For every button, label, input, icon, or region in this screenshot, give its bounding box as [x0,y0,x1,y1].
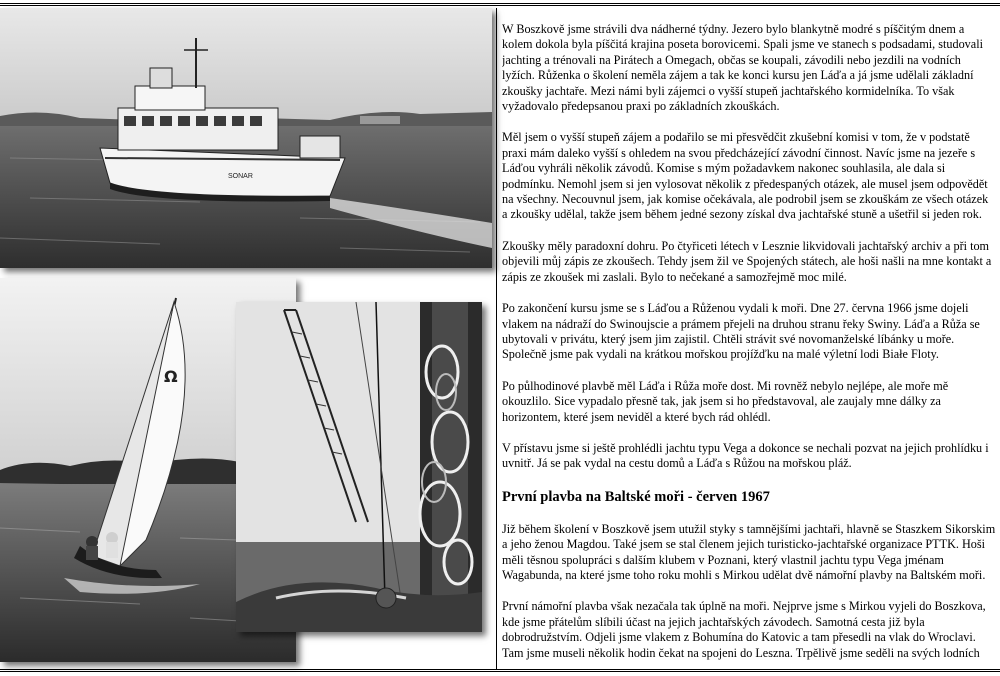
ferry-photo [0,8,492,268]
paragraph: První námořní plavba však nezačala tak úplně na moři. Nejprve jsme s Mirkou vyjeli do Boszkova, kde jsme přátelům slíbili účast na jejich jachtařských závodech. Samotná cesta již byla dobrodružstvím. Odjeli jsme vlakem z Bohumína do Katovic a tam přesedli na vlak do Wroclavi. Tam jsme museli několik hodin čekat na spojeni do Leszna. Trpělivě jsme seděli na svých lodních [502,599,986,660]
paragraph: V přístavu jsme si ještě prohlédli jachtu typu Vega a dokonce se nechali pozvat na jejich prohlídku i uvnitř. Já se pak vydal na cestu domů a Láďa s Růžou na mořskou pláž. [502,440,989,471]
paragraph: Již během školení v Boszkově jsem utužil styky s tamnějšími jachtaři, hlavně se Staszkem Sikorskim a jeho ženou Magdou. Také jsem se stal členem jejich turisticko-jachtařské organizace PTTK. Hoši měli těsnou spolupráci s dalším klubem v Poznani, který vlastnil jachtu typu Vega jménam Wagabunda, na které jsme toho roku mohli s Mirkou udělat dvě námořní plavby na Baltském moři. [502,521,996,582]
paragraph: Po zakončení kursu jsme se s Láďou a Růženou vydali k moři. Dne 27. června 1966 jsme dojeli vlakem na nádraží do Swinoujscie a prámem přejeli na druhou stranu řeky Swiny. Láďa a Růža se ubytovali v privátu, který jsem jim zajistil. Chtěli strávit své novomanželské líbánky u moře. Společně jsme pak vydali na krátkou mořskou projížďku na malé výletní lodi Białe Floty. [502,301,980,362]
top-rule [0,3,1000,6]
paragraph: W Boszkově jsme strávili dva nádherné týdny. Jezero bylo blankytně modré s píščitým dnem a kolem dokola byla píščitá krajina poseta borovicemi. Spali jsme ve stanech s podsadami, studovali jachting a trénovali na Pirátech a Omegach, občas se koupali, závodili nebo jezdili na vodních lyžích. Růženka o školení neměla zájem a tak ke konci kursu jen Láďa a já jsme udělali základní zkoušky jachtaře. Mezi námi byli zájemci o vyšší stupeň jachtařského kormidelníka. To však vyžadovalo předepsanou praxi po základních zkouškách. [502,22,983,114]
sail-omega-symbol: Ω [164,367,178,386]
rigging-photo [236,302,482,632]
bottom-rule [0,669,1000,672]
column-separator [496,8,497,669]
ferry-name: SONAR [228,173,253,180]
paragraph: Měl jsem o vyšší stupeň zájem a podařilo se mi přesvědčit zkušební komisi v tom, že v podstatě praxi mám daleko vyšší s ohledem na svou předcházející závodní činnost. Navíc jsme na jezeře s Láďou vyhráli několik závodů. Komise s mým požadavkem nakonec souhlasila, ale dala si podmínku. Nemohl jsem si jen vylosovat několik z předespaných otázek, ale musel jsem odpovědět na všechny. Necouvnul jsem, jak komise očekávala, ale podrobil jsem se zkouškám ze všech otázek a zkoušky udělal, takže jsem během jedné sezony získal dva jachtařské stuně a ušetřil si jeden rok. [502,130,989,222]
paragraph: Po půlhodinové plavbě měl Láďa i Růža moře dost. Mi rovněž nebylo nejlépe, ale moře mě okouzlilo. Sice vypadalo přesně tak, jak jsem si ho představoval, ale zaujaly mne dálky za horizontem, které jsem neviděl a které bych rád ohlédl. [502,378,949,424]
article-text [502,22,996,668]
section-heading: První plavba na Baltské moři - červen 1967 [502,488,770,505]
paragraph: Zkoušky měly paradoxní dohru. Po čtyřiceti létech v Lesznie likvidovali jachtařský archiv a při tom objevili můj zápis ze zkoušech. Tehdy jsem žil ve Spojených státech, ale hoši našli na mne kontakt a zápis ze zkoušek mi zaslali. Bylo to nečekané a samozřejmě moc milé. [502,238,992,284]
